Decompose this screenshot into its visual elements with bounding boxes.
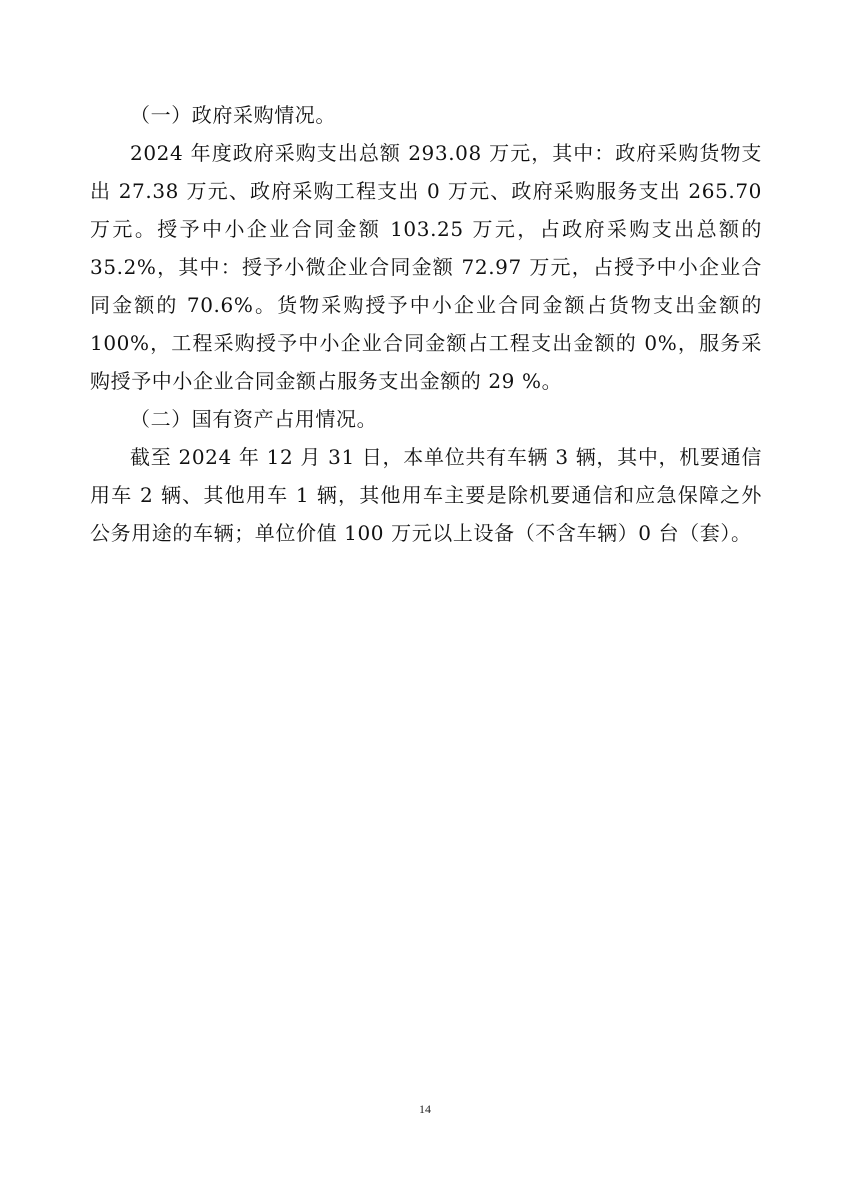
- paragraph-assets: 截至 2024 年 12 月 31 日，本单位共有车辆 3 辆，其中，机要通信用车 2 辆、其他用车 1 辆，其他用车主要是除机要通信和应急保障之外公务用途的车辆；单位价值 100 万元以上设备（不含车辆）0 台（套）。: [90, 445, 762, 545]
- paragraph-procurement: 2024 年度政府采购支出总额 293.08 万元，其中：政府采购货物支出 27.38 万元、政府采购工程支出 0 万元、政府采购服务支出 265.70 万元。授予中小企业合同金额 103.25 万元，占政府采购支出总额的 35.2%，其中：授予小微企业合同金额 72.97 万元，占授予中小企业合同金额的 70.6%。货物采购授予中小企业合同金额占货物支出金额的 100%，工程采购授予中小企业合同金额占工程支出金额的 0%，服务采购授予中小企业合同金额占服务支出金额的 29 %。: [90, 141, 762, 393]
- page-number: 14: [419, 1102, 431, 1116]
- document-body: [90, 96, 762, 552]
- section-heading-procurement: （一）政府采购情况。: [130, 103, 336, 127]
- section-heading-assets: （二）国有资产占用情况。: [130, 407, 378, 431]
